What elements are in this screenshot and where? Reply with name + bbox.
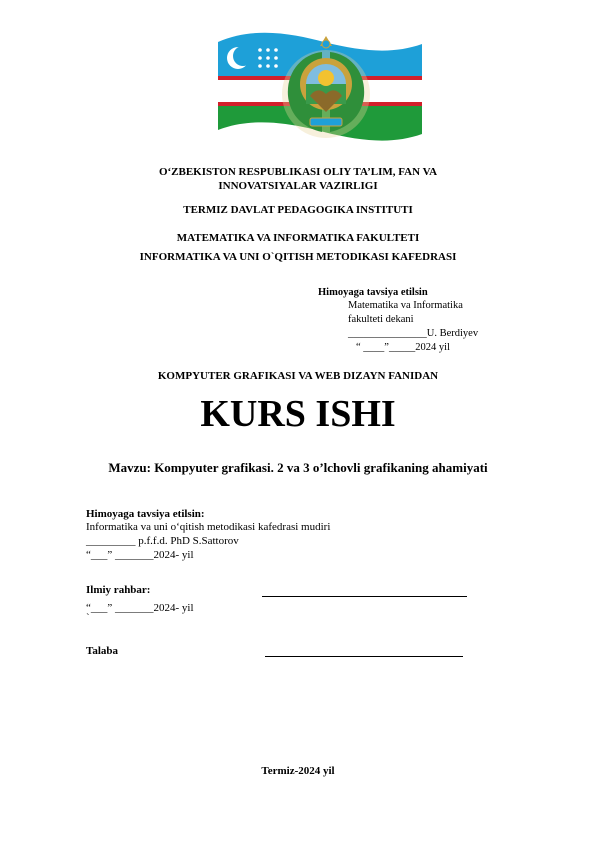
topic-line: Mavzu: Kompyuter grafikasi. 2 va 3 o’lchovli grafikaning ahamiyati [108, 460, 488, 475]
department-name: INFORMATIKA VA UNI O`QITISH METODIKASI KAFEDRASI [139, 251, 457, 263]
flag-emblem-image [214, 24, 426, 152]
supervisor-label: Ilmiy rahbar: [86, 584, 151, 596]
approval-bottom-date: “___” _______2024- yil [86, 549, 194, 561]
institute-name: TERMIZ DAVLAT PEDAGOGIKA INSTITUTI [183, 204, 413, 216]
document-title: KURS ISHI [200, 393, 396, 435]
approval-bottom-line-1: Informatika va uni o‘qitish metodikasi kafedrasi mudiri [86, 521, 331, 533]
approval-top-line-1: Matematika va Informatika [348, 300, 463, 311]
ministry-line-2: INNOVATSIYALAR VAZIRLIGI [218, 180, 378, 192]
approval-bottom-signature: _________ p.f.f.d. PhD S.Sattorov [86, 535, 239, 547]
approval-bottom-heading: Himoyaga tavsiya etilsin: [86, 508, 205, 520]
flag-emblem-icon [214, 24, 426, 152]
approval-top-signature: _______________U. Berdiyev [348, 328, 479, 339]
approval-top-heading: Himoyaga tavsiya etilsin [318, 287, 428, 298]
approval-top-line-2: fakulteti dekani [348, 314, 414, 325]
ministry-line-1: O‘ZBEKISTON RESPUBLIKASI OLIY TA’LIM, FAN VA [158, 166, 438, 178]
faculty-name: MATEMATIKA VA INFORMATIKA FAKULTETI [176, 232, 420, 244]
approval-top-date: “ ____”_____2024 yil [356, 342, 450, 353]
supervisor-date: “___” _______2024- yil [86, 602, 194, 614]
supervisor-signature-line [262, 596, 467, 597]
footer-city-year: Termiz-2024 yil [261, 765, 335, 777]
student-label: Talaba [86, 645, 119, 657]
supervisor-mark: ` [86, 612, 90, 624]
subject-line: KOMPYUTER GRAFIKASI VA WEB DIZAYN FANIDAN [157, 370, 439, 382]
student-signature-line [265, 656, 463, 657]
